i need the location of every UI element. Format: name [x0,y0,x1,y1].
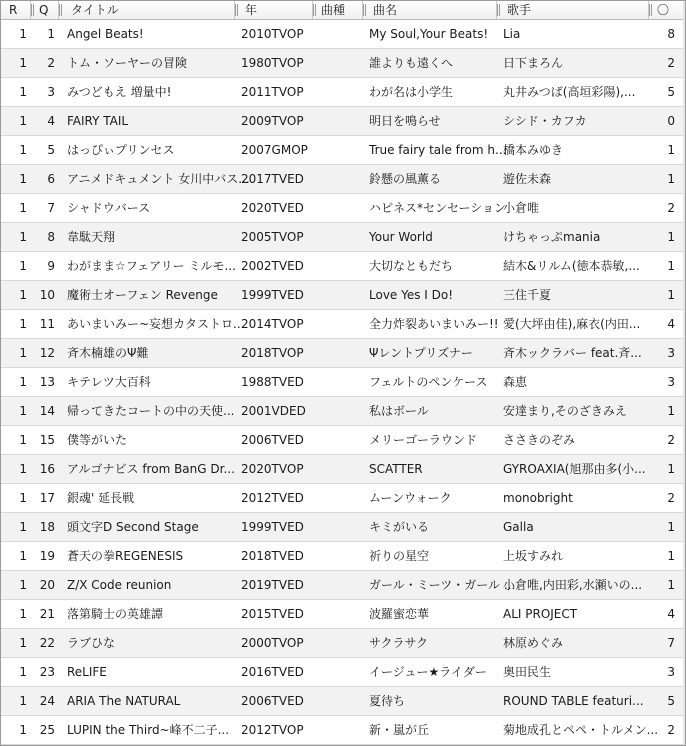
cell-r: 1 [19,172,27,186]
cell-artist: ROUND TABLE featuri... [503,694,644,708]
cell-category [313,397,363,425]
cell-r: 1 [19,230,27,244]
cell-category [313,368,363,396]
cell-q: 17 [39,491,55,505]
cell-r: 1 [19,27,27,41]
cell-count: 2 [667,201,675,215]
table-row[interactable] [1,658,685,687]
column-header-r[interactable]: R [1,1,31,19]
cell-q: 14 [39,404,55,418]
cell-r: 1 [19,375,27,389]
table-row[interactable] [1,49,685,78]
column-resize-grip-icon[interactable] [31,4,34,16]
cell-artist: 斉木ックラバー feat.斉... [503,346,642,360]
cell-count: 2 [667,723,675,737]
cell-r: 1 [19,723,27,737]
cell-q: 9 [47,259,55,273]
cell-q: 25 [39,723,55,737]
cell-q: 16 [39,462,55,476]
cell-r: 1 [19,636,27,650]
cell-count: 3 [667,665,675,679]
cell-year: 1988TVED [241,375,304,389]
cell-song: 新・嵐が丘 [369,723,430,737]
cell-r: 1 [19,578,27,592]
cell-year: 2002TVED [241,259,304,273]
cell-q: 6 [47,172,55,186]
table-row[interactable] [1,397,685,426]
table-row[interactable] [1,368,685,397]
cell-q: 7 [47,201,55,215]
cell-count: 2 [667,56,675,70]
table-row[interactable] [1,310,685,339]
column-resize-grip-icon[interactable] [363,4,366,16]
cell-title: はっぴぃプリンセス [67,143,175,157]
cell-q: 21 [39,607,55,621]
cell-count: 7 [667,636,675,650]
cell-title: LUPIN the Third~峰不二子... [67,723,230,737]
cell-count: 1 [667,172,675,186]
cell-artist: Galla [503,520,534,534]
column-resize-grip-icon[interactable] [649,4,652,16]
cell-r: 1 [19,665,27,679]
cell-artist: ささきのぞみ [503,433,576,447]
cell-song: Your World [369,230,433,244]
cell-artist: 遊佐未森 [503,172,552,186]
cell-year: 2018TVOP [241,346,304,360]
column-header-count[interactable]: 〇 [649,1,685,19]
column-header-song[interactable]: 曲名 [363,1,497,19]
cell-r: 1 [19,404,27,418]
cell-artist: ALI PROJECT [503,607,578,621]
cell-category [313,658,363,686]
cell-artist: 安達まり,そのざきみえ [503,404,627,418]
cell-count: 1 [667,404,675,418]
cell-year: 2011TVOP [241,85,304,99]
cell-song: ガール・ミーツ・ガール ... [369,578,516,592]
cell-count: 1 [667,143,675,157]
cell-category [313,571,363,599]
cell-song: 大切なともだち [369,259,454,273]
cell-year: 2018TVED [241,549,304,563]
cell-r: 1 [19,549,27,563]
cell-r: 1 [19,85,27,99]
cell-song: フェルトのペンケース [369,375,488,389]
cell-q: 22 [39,636,55,650]
cell-q: 2 [47,56,55,70]
cell-category [313,600,363,628]
cell-title: 僕等がいた [67,433,128,447]
cell-count: 1 [667,549,675,563]
cell-year: 2020TVED [241,201,304,215]
cell-category [313,339,363,367]
cell-r: 1 [19,114,27,128]
cell-count: 1 [667,462,675,476]
cell-r: 1 [19,346,27,360]
cell-title: 魔術士オーフェン Revenge [67,288,218,302]
cell-q: 11 [39,317,55,331]
cell-title: Z/X Code reunion [67,578,172,592]
cell-q: 24 [39,694,55,708]
cell-song: Love Yes I Do! [369,288,454,302]
cell-artist: 日下まろん [503,56,564,70]
cell-title: あいまいみー~妄想カタストロ... [67,317,245,331]
cell-count: 2 [667,491,675,505]
cell-q: 8 [47,230,55,244]
cell-year: 2010TVOP [241,27,304,41]
cell-artist: 森恵 [503,375,528,389]
cell-title: わがまま☆フェアリー ミルモ... [67,259,236,273]
cell-title: FAIRY TAIL [67,114,129,128]
cell-year: 2007GMOP [241,143,308,157]
table-row[interactable] [1,165,685,194]
table-row[interactable] [1,194,685,223]
cell-category [313,484,363,512]
cell-r: 1 [19,288,27,302]
cell-year: 2014TVOP [241,317,304,331]
cell-title: 斉木楠雄のΨ難 [67,346,149,360]
cell-count: 0 [667,114,675,128]
cell-category [313,542,363,570]
cell-artist: GYROAXIA(旭那由多(小... [503,462,646,476]
cell-title: 頭文字D Second Stage [67,520,199,534]
cell-title: トム・ソーヤーの冒険 [67,56,188,70]
cell-song: わが名は小学生 [369,85,454,99]
cell-category [313,252,363,280]
table-row[interactable] [1,78,685,107]
cell-year: 2001VDED [241,404,306,418]
cell-song: ムーンウォーク [369,491,452,505]
cell-count: 5 [667,85,675,99]
table-row[interactable] [1,20,685,49]
table-row[interactable] [1,252,685,281]
cell-r: 1 [19,317,27,331]
cell-song: 祈りの星空 [369,549,430,563]
table-row[interactable] [1,716,685,745]
cell-count: 1 [667,230,675,244]
cell-artist: 愛(大坪由佳),麻衣(内田... [503,317,641,331]
cell-category [313,310,363,338]
column-header-category[interactable]: 曲種 [313,1,363,19]
cell-title: ラブひな [67,636,116,650]
cell-artist: 橋本みゆき [503,143,564,157]
cell-count: 8 [667,27,675,41]
cell-song: ハピネス*センセーション [369,201,507,215]
cell-category [313,194,363,222]
table-row[interactable] [1,629,685,658]
column-header-row [1,1,685,20]
cell-song: キミがいる [369,520,430,534]
table-row[interactable] [1,426,685,455]
cell-artist: 菊地成孔とペペ・トルメン... [503,723,659,737]
cell-year: 2019TVED [241,578,304,592]
table-row[interactable] [1,339,685,368]
cell-title: キテレツ大百科 [67,375,151,389]
cell-artist: 林原めぐみ [503,636,564,650]
cell-artist: シシド・カフカ [503,114,587,128]
cell-year: 2015TVED [241,607,304,621]
cell-title: 落第騎士の英雄譚 [67,607,164,621]
cell-title: 蒼天の拳REGENESIS [67,549,184,563]
cell-song: SCATTER [369,462,423,476]
cell-song: Ψレントプリズナー [369,346,473,360]
table-row[interactable] [1,136,685,165]
cell-song: 全力炸裂あいまいみー!! [369,317,499,331]
cell-q: 1 [47,27,55,41]
cell-count: 1 [667,578,675,592]
cell-year: 1999TVED [241,288,304,302]
cell-r: 1 [19,259,27,273]
cell-title: ARIA The NATURAL [67,694,181,708]
cell-count: 5 [667,694,675,708]
cell-song: イージュー★ライダー [369,665,487,679]
table-body [1,20,685,745]
cell-q: 18 [39,520,55,534]
cell-year: 2012TVOP [241,723,304,737]
cell-q: 19 [39,549,55,563]
cell-title: アニメドキュメント 女川中バス... [67,172,250,186]
cell-category [313,513,363,541]
cell-artist: 結木&リルム(徳本恭敏,... [503,259,640,273]
cell-count: 2 [667,433,675,447]
cell-count: 4 [667,317,675,331]
cell-artist: 小倉唯 [503,201,540,215]
cell-song: 波羅蜜恋華 [369,607,430,621]
cell-song: My Soul,Your Beats! [369,27,489,41]
cell-year: 1999TVED [241,520,304,534]
cell-category [313,455,363,483]
column-resize-grip-icon[interactable] [235,4,238,16]
cell-category [313,78,363,106]
cell-year: 2016TVED [241,665,304,679]
cell-count: 4 [667,607,675,621]
cell-category [313,165,363,193]
cell-q: 15 [39,433,55,447]
cell-category [313,281,363,309]
cell-song: 明日を鳴らせ [369,114,441,128]
cell-year: 2000TVOP [241,636,304,650]
column-resize-grip-icon[interactable] [59,4,62,16]
cell-song: True fairy tale from h... [369,143,507,157]
column-resize-grip-icon[interactable] [497,4,500,16]
table-row[interactable] [1,484,685,513]
cell-song: 鈴懸の風薫る [369,172,442,186]
cell-q: 10 [39,288,55,302]
cell-r: 1 [19,433,27,447]
table-row[interactable] [1,513,685,542]
cell-r: 1 [19,143,27,157]
cell-year: 2017TVED [241,172,304,186]
cell-q: 20 [39,578,55,592]
cell-category [313,629,363,657]
cell-artist: 奥田民生 [503,665,552,679]
cell-title: アルゴナビス from BanG Dr... [67,462,235,476]
cell-r: 1 [19,607,27,621]
cell-category [313,20,363,48]
cell-count: 1 [667,259,675,273]
cell-r: 1 [19,694,27,708]
cell-song: メリーゴーラウンド [369,433,478,447]
table-row[interactable] [1,455,685,484]
column-header-year[interactable]: 年 [235,1,313,19]
cell-q: 4 [47,114,55,128]
table-row[interactable] [1,223,685,252]
cell-q: 13 [39,375,55,389]
cell-year: 2005TVOP [241,230,304,244]
table-row[interactable] [1,542,685,571]
cell-year: 2006TVED [241,694,304,708]
cell-song: 誰よりも遠くへ [369,56,454,70]
cell-song: 夏待ち [369,694,406,708]
column-header-q[interactable]: Q [31,1,59,19]
cell-year: 2006TVED [241,433,304,447]
cell-title: Angel Beats! [67,27,144,41]
cell-title: シャドウバース [67,201,151,215]
cell-category [313,426,363,454]
cell-count: 3 [667,375,675,389]
cell-category [313,49,363,77]
cell-category [313,687,363,715]
table-row[interactable] [1,571,685,600]
grid-right-edge [683,1,685,745]
cell-r: 1 [19,462,27,476]
cell-count: 1 [667,288,675,302]
cell-q: 12 [39,346,55,360]
cell-count: 1 [667,520,675,534]
column-header-artist[interactable]: 歌手 [497,1,649,19]
cell-song: 私はボール [369,404,429,418]
cell-title: 銀魂' 延長戦 [67,491,135,505]
cell-r: 1 [19,201,27,215]
table-row[interactable] [1,687,685,716]
cell-r: 1 [19,56,27,70]
cell-year: 2009TVOP [241,114,304,128]
column-resize-grip-icon[interactable] [313,4,316,16]
cell-title: ReLIFE [67,665,107,679]
cell-artist: 丸井みつば(高垣彩陽),... [503,85,636,99]
cell-year: 1980TVOP [241,56,304,70]
cell-artist: monobright [503,491,573,505]
cell-category [313,716,363,744]
cell-title: 韋駄天翔 [67,230,116,244]
cell-year: 2012TVED [241,491,304,505]
table-row[interactable] [1,107,685,136]
table-row[interactable] [1,281,685,310]
cell-title: みつどもえ 増量中! [67,85,172,99]
cell-q: 23 [39,665,55,679]
cell-title: 帰ってきたコートの中の天使... [67,404,235,418]
table-row[interactable] [1,600,685,629]
cell-q: 5 [47,143,55,157]
cell-artist: けちゃっぷmania [503,230,601,244]
cell-category [313,223,363,251]
cell-artist: Lia [503,27,521,41]
cell-artist: 小倉唯,内田彩,水瀬いの... [503,578,643,592]
cell-r: 1 [19,491,27,505]
cell-category [313,136,363,164]
cell-year: 2020TVOP [241,462,304,476]
cell-song: サクラサク [369,636,429,650]
cell-r: 1 [19,520,27,534]
cell-artist: 上坂すみれ [503,549,564,563]
cell-count: 3 [667,346,675,360]
cell-q: 3 [47,85,55,99]
cell-category [313,107,363,135]
column-header-title[interactable]: タイトル [59,1,235,19]
cell-artist: 三住千夏 [503,288,552,302]
